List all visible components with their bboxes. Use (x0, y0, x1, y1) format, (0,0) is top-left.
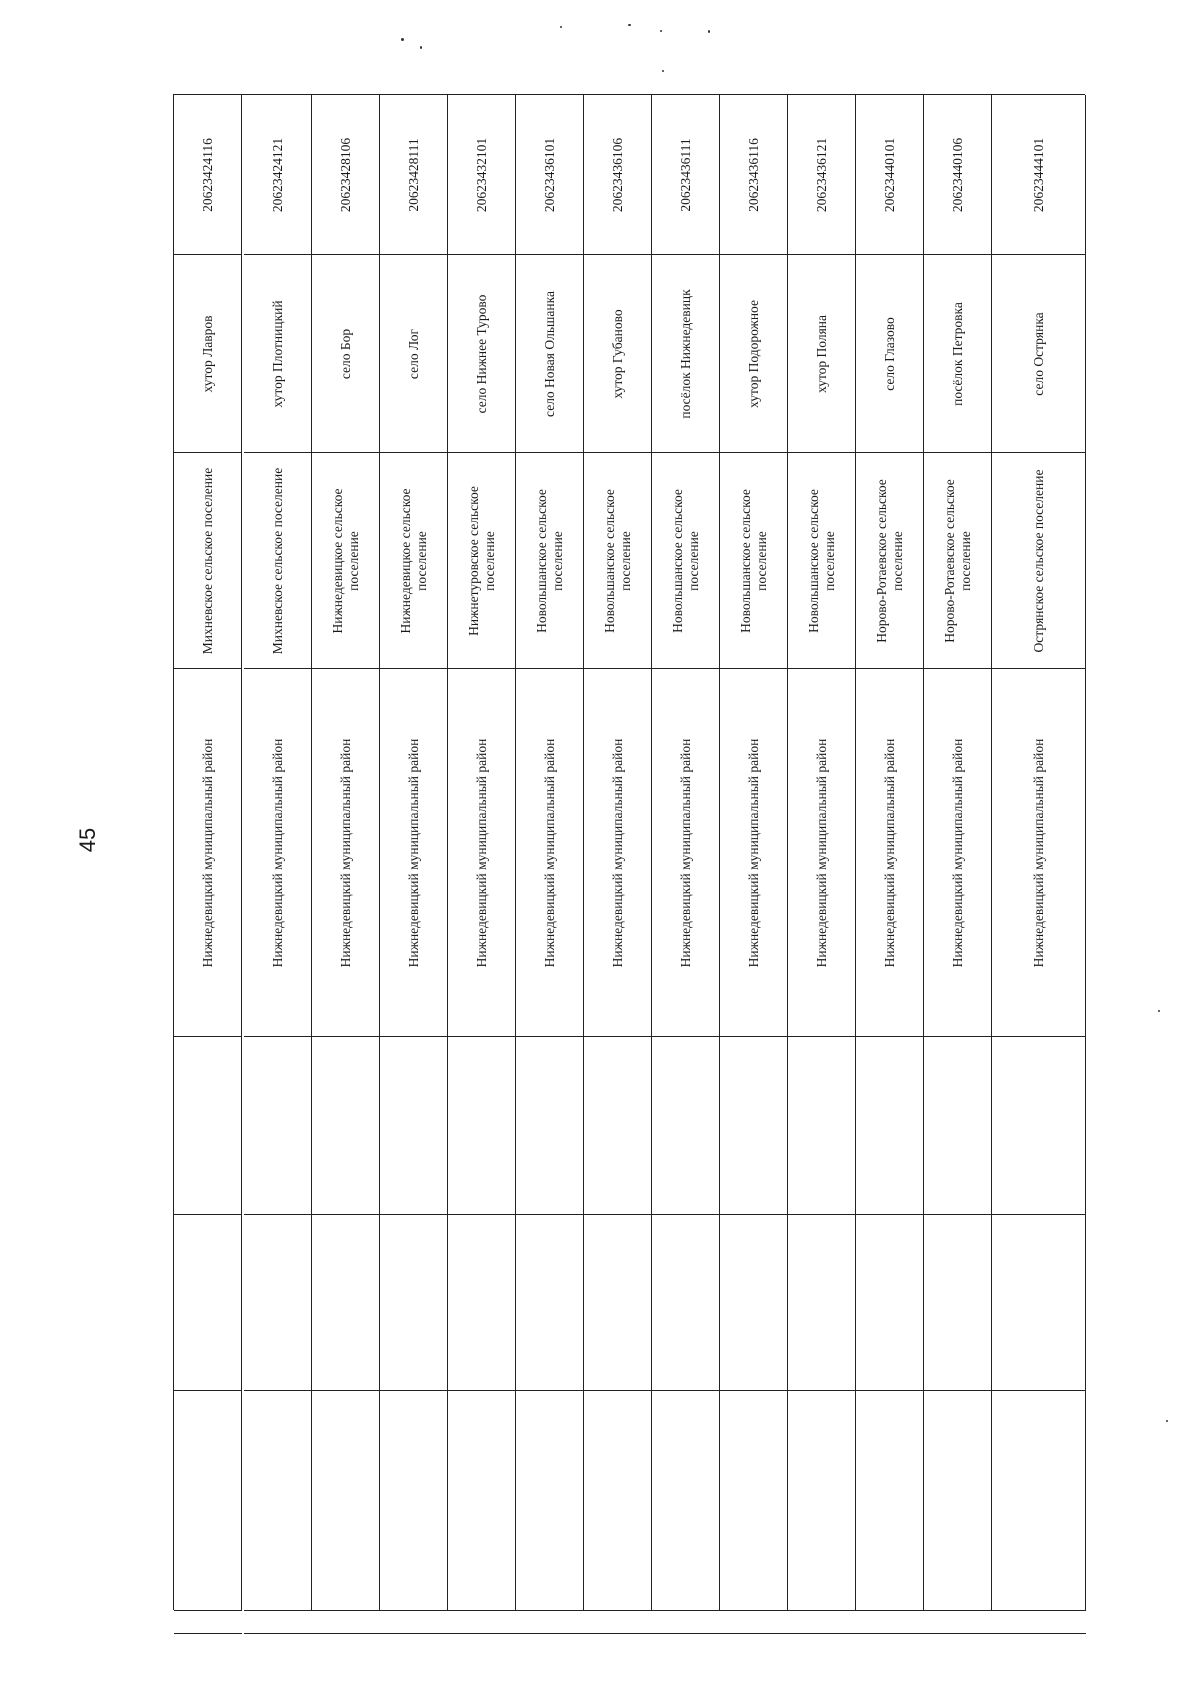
district-cell (992, 669, 1086, 1037)
empty-cell (992, 1215, 1086, 1391)
cell-text: 20623436106 (609, 137, 625, 212)
cell-text: 20623436101 (541, 137, 557, 212)
empty-cell (720, 1037, 788, 1215)
cell-text: хутор Губаново (609, 308, 625, 399)
oktmo-code-cell (992, 95, 1086, 255)
cell-text: 20623444101 (1030, 137, 1046, 212)
district-cell (788, 669, 856, 1037)
cell-text (200, 1633, 216, 1634)
table-row (448, 95, 516, 1610)
district-cell (720, 669, 788, 1037)
empty-cell (652, 1391, 720, 1611)
cell-text: Нижнедевицкий муниципальный район (677, 738, 693, 967)
settlement-cell (312, 453, 380, 669)
scan-speck (1166, 1420, 1168, 1422)
empty-cell (448, 1391, 516, 1611)
row-number-cell (992, 1633, 1086, 1634)
settlement-cell (720, 453, 788, 669)
row-number-cell (380, 1633, 448, 1634)
cell-text (338, 1633, 354, 1634)
settlement-cell (174, 453, 242, 669)
cell-text (542, 1633, 558, 1634)
locality-cell (174, 255, 242, 453)
oktmo-code-cell (312, 95, 380, 255)
table-row (380, 95, 448, 1610)
cell-text: Нижнедевицкий муниципальный район (541, 738, 557, 967)
empty-cell (788, 1215, 856, 1391)
cell-text: село Новая Ольшанка (541, 290, 557, 417)
cell-text: Нижнедевицкий муниципальный район (609, 738, 625, 967)
empty-cell (924, 1391, 992, 1611)
cell-text (814, 1633, 830, 1634)
district-cell (652, 669, 720, 1037)
row-number-cell (448, 1633, 516, 1634)
empty-cell (380, 1037, 448, 1215)
cell-text (406, 1633, 422, 1634)
district-cell (924, 669, 992, 1037)
empty-cell (312, 1391, 380, 1611)
cell-text (678, 1633, 694, 1634)
empty-cell (380, 1391, 448, 1611)
scan-speck (708, 30, 710, 33)
cell-text: хутор Плотницкий (269, 299, 285, 408)
district-cell (584, 669, 652, 1037)
scan-speck (662, 70, 664, 72)
cell-text: 20623436111 (677, 137, 693, 212)
settlements-table (173, 94, 1085, 1610)
empty-cell (584, 1391, 652, 1611)
oktmo-code-cell (448, 95, 516, 255)
table-row (584, 95, 652, 1610)
cell-text (950, 1633, 966, 1634)
settlement-cell (652, 453, 720, 669)
cell-text: Нижнедевицкий муниципальный район (1030, 738, 1046, 967)
oktmo-code-cell (788, 95, 856, 255)
oktmo-code-cell (652, 95, 720, 255)
cell-text: посёлок Нижнедевицк (677, 288, 693, 419)
settlement-cell (788, 453, 856, 669)
empty-cell (788, 1391, 856, 1611)
oktmo-code-cell (174, 95, 242, 255)
empty-cell (992, 1391, 1086, 1611)
cell-text: село Нижнее Турово (473, 294, 489, 413)
table-row (924, 95, 992, 1610)
scan-speck (628, 24, 631, 26)
settlement-cell (924, 453, 992, 669)
cell-text: Нижнедевицкий муниципальный район (881, 738, 897, 967)
row-number-cell (244, 1633, 312, 1634)
cell-text: Нижнедевицкий муниципальный район (405, 738, 421, 967)
cell-text: Норово-Ротаевское сельское поселение (941, 478, 973, 643)
row-number-cell (652, 1633, 720, 1634)
row-number-cell (584, 1633, 652, 1634)
cell-text: Нижнедевицкий муниципальный район (199, 738, 215, 967)
empty-cell (312, 1037, 380, 1215)
oktmo-code-cell (380, 95, 448, 255)
cell-text: Нижнедевицкий муниципальный район (813, 738, 829, 967)
empty-cell (924, 1037, 992, 1215)
cell-text: Нижнетуровское сельское поселение (465, 485, 497, 636)
settlement-cell (992, 453, 1086, 669)
settlement-cell (380, 453, 448, 669)
cell-text: Нижнедевицкий муниципальный район (949, 738, 965, 967)
empty-cell (856, 1391, 924, 1611)
locality-cell (448, 255, 516, 453)
cell-text: Новольшанское сельское поселение (737, 488, 769, 633)
district-cell (516, 669, 584, 1037)
settlement-cell (584, 453, 652, 669)
empty-cell (652, 1215, 720, 1391)
empty-cell (856, 1215, 924, 1391)
empty-cell (174, 1391, 242, 1611)
locality-cell (992, 255, 1086, 453)
empty-cell (448, 1037, 516, 1215)
cell-text: Норово-Ротаевское сельское поселение (873, 478, 905, 643)
empty-cell (244, 1391, 312, 1611)
locality-cell (856, 255, 924, 453)
row-number-cell (788, 1633, 856, 1634)
cell-text: Новольшанское сельское поселение (601, 488, 633, 633)
oktmo-code-cell (516, 95, 584, 255)
locality-cell (516, 255, 584, 453)
cell-text: 20623436121 (813, 137, 829, 212)
cell-text: 20623428106 (337, 137, 353, 212)
table-row (312, 95, 380, 1610)
district-cell (244, 669, 312, 1037)
settlement-cell (856, 453, 924, 669)
page-number: 45 (75, 827, 100, 853)
empty-cell (380, 1215, 448, 1391)
table-row (516, 95, 584, 1610)
empty-cell (312, 1215, 380, 1391)
cell-text: Михневское сельское поселение (199, 467, 215, 654)
locality-cell (788, 255, 856, 453)
empty-cell (516, 1215, 584, 1391)
empty-cell (244, 1037, 312, 1215)
cell-text: хутор Поляна (813, 314, 829, 393)
empty-cell (244, 1215, 312, 1391)
row-number-cell (312, 1633, 380, 1634)
row-number-cell (856, 1633, 924, 1634)
cell-text (270, 1633, 286, 1634)
scan-speck (560, 26, 562, 28)
cell-text: 20623440106 (949, 137, 965, 212)
district-cell (174, 669, 242, 1037)
locality-cell (380, 255, 448, 453)
cell-text: Острянское сельское поселение (1030, 469, 1046, 652)
empty-cell (584, 1037, 652, 1215)
cell-text: село Лог (405, 328, 421, 379)
scan-speck (401, 38, 404, 41)
row-number-cell (516, 1633, 584, 1634)
cell-text: Новольшанское сельское поселение (669, 488, 701, 633)
cell-text: село Острянка (1030, 311, 1046, 396)
row-number-cell (174, 1633, 242, 1634)
table-row (720, 95, 788, 1610)
table-row (992, 95, 1086, 1610)
empty-cell (720, 1391, 788, 1611)
locality-cell (924, 255, 992, 453)
empty-cell (924, 1215, 992, 1391)
cell-text: Нижнедевицкое сельское поселение (329, 488, 361, 633)
cell-text: Михневское сельское поселение (269, 467, 285, 654)
empty-cell (516, 1037, 584, 1215)
oktmo-code-cell (924, 95, 992, 255)
cell-text: 20623424116 (199, 137, 215, 212)
cell-text: 20623436116 (745, 137, 761, 212)
locality-cell (244, 255, 312, 453)
oktmo-code-cell (584, 95, 652, 255)
cell-text: Новольшанское сельское поселение (533, 488, 565, 633)
cell-text: 20623440101 (881, 137, 897, 212)
oktmo-code-cell (244, 95, 312, 255)
oktmo-code-cell (720, 95, 788, 255)
empty-cell (584, 1215, 652, 1391)
empty-cell (720, 1215, 788, 1391)
locality-cell (720, 255, 788, 453)
cell-text (474, 1633, 490, 1634)
cell-text: Нижнедевицкий муниципальный район (337, 738, 353, 967)
locality-cell (652, 255, 720, 453)
empty-cell (516, 1391, 584, 1611)
district-cell (448, 669, 516, 1037)
table-row (244, 95, 312, 1610)
scan-speck (660, 30, 662, 32)
table-row (652, 95, 720, 1610)
cell-text: хутор Лавров (199, 315, 215, 392)
settlement-cell (448, 453, 516, 669)
table-row (174, 95, 242, 1610)
scan-speck (1158, 1010, 1160, 1012)
row-number-cell (924, 1633, 992, 1634)
cell-text (610, 1633, 626, 1634)
empty-cell (992, 1037, 1086, 1215)
table-row (856, 95, 924, 1610)
cell-text (1031, 1633, 1047, 1634)
cell-text: Новольшанское сельское поселение (805, 488, 837, 633)
cell-text: Нижнедевицкий муниципальный район (473, 738, 489, 967)
cell-text: 20623432101 (473, 137, 489, 212)
settlement-cell (244, 453, 312, 669)
cell-text: Нижнедевицкое сельское поселение (397, 488, 429, 633)
district-cell (380, 669, 448, 1037)
district-cell (312, 669, 380, 1037)
cell-text: посёлок Петровка (949, 301, 965, 406)
row-number-cell (720, 1633, 788, 1634)
empty-cell (856, 1037, 924, 1215)
cell-text: село Глазово (881, 316, 897, 391)
cell-text (746, 1633, 762, 1634)
empty-cell (448, 1215, 516, 1391)
locality-cell (584, 255, 652, 453)
settlement-cell (516, 453, 584, 669)
cell-text: 20623424121 (269, 137, 285, 212)
oktmo-code-cell (856, 95, 924, 255)
cell-text: Нижнедевицкий муниципальный район (269, 738, 285, 967)
table-row (788, 95, 856, 1610)
empty-cell (174, 1037, 242, 1215)
cell-text: Нижнедевицкий муниципальный район (745, 738, 761, 967)
cell-text: село Бор (337, 328, 353, 379)
empty-cell (788, 1037, 856, 1215)
empty-cell (174, 1215, 242, 1391)
scan-speck (420, 46, 422, 49)
locality-cell (312, 255, 380, 453)
empty-cell (652, 1037, 720, 1215)
cell-text: 20623428111 (405, 137, 421, 212)
cell-text (882, 1633, 898, 1634)
district-cell (856, 669, 924, 1037)
cell-text: хутор Подорожное (745, 299, 761, 408)
